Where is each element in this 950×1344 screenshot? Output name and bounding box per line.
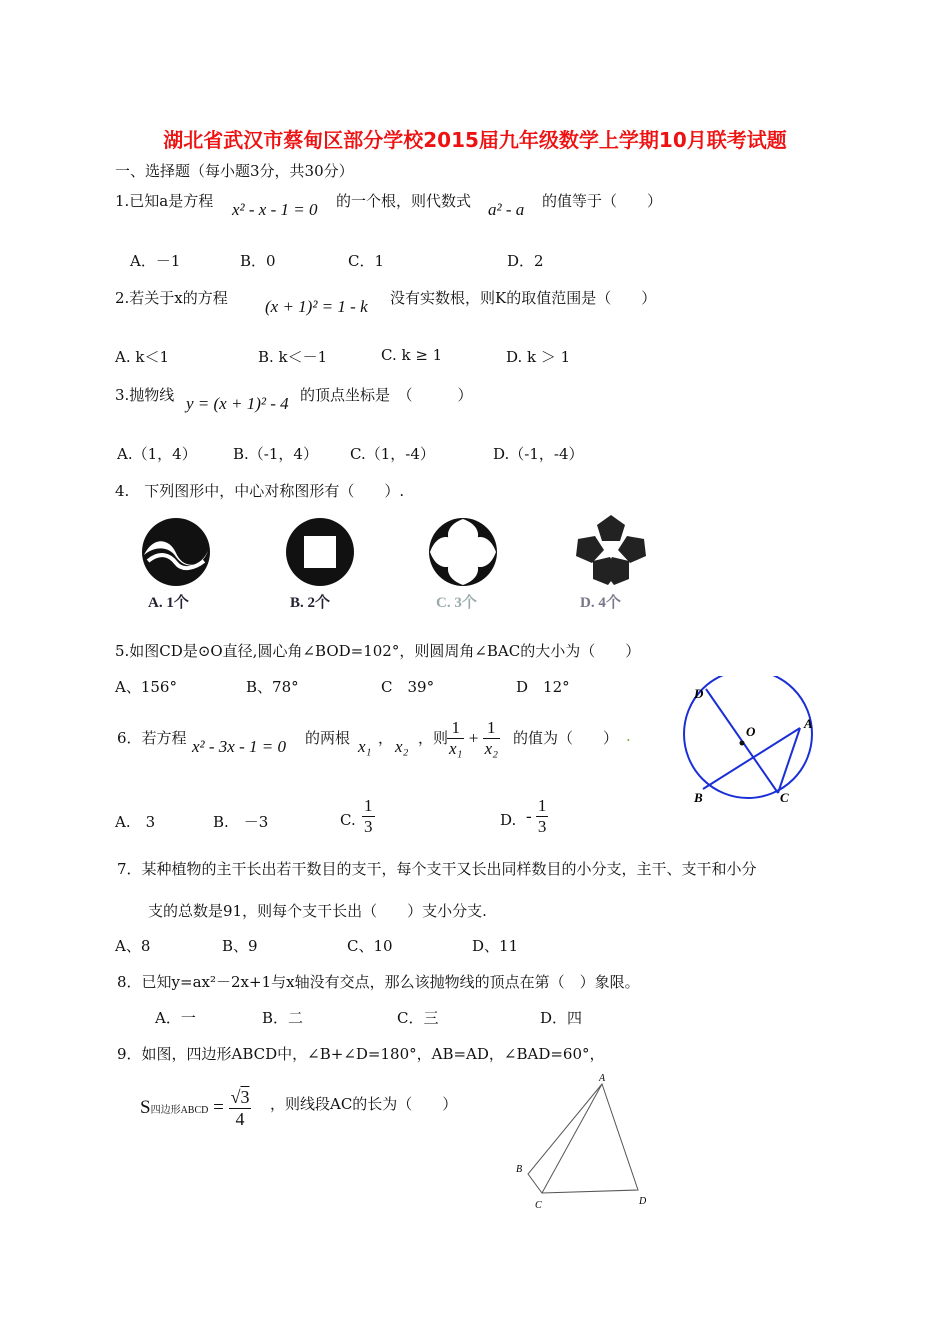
q9-stem-b: ，则线段AC的长为（ ） [270,1095,458,1113]
q4-label-b: B. 2个 [290,595,331,611]
q6-option-c-fraction [362,796,375,837]
q6-stem-c: ，则 [418,729,449,747]
q3-option-d: D.（-1，-4） [493,445,584,463]
q6-sum-expression: $\frac{1}{\text{x₁}}$ + $\frac{1}{\text{x₂}}$ [449,718,499,758]
q4-figures [130,505,690,615]
q5-option-b: B、78° [246,678,299,696]
q1-stem-c: 的值等于（ ） [542,192,663,210]
q7-option-b: B、9 [222,937,258,955]
q1-stem-a: 1.已知a是方程 [115,192,214,210]
q4-label-d: D. 4个 [580,595,621,611]
q8-option-b: B．二 [262,1009,304,1027]
figure-c-petals-icon [429,518,497,586]
q1-stem-b: 的一个根，则代数式 [336,192,472,210]
q2-option-c: C. k ≥ 1 [381,346,443,364]
q6-option-d-fraction [526,796,548,837]
q9-point-c: C [535,1200,542,1211]
q6-d-minus: - [526,806,532,826]
q4-stem: 4. 下列图形中，中心对称图形有（ ）. [115,482,405,500]
q3-stem-a: 3.抛物线 [115,386,175,404]
q8-option-a: A．一 [155,1009,196,1027]
q1-option-b: B．0 [240,252,276,270]
q6-d-num: 1 [537,796,547,815]
q6-frac2-den: x₂ [484,739,499,758]
q6-equation: x² - 3x - 1 = 0 [192,737,286,756]
q3-option-b: B.（-1，4） [233,445,318,463]
q5-point-d: D [694,686,704,701]
q6-c-num: 1 [364,796,373,815]
q2-stem-b: 没有实数根，则K的取值范围是（ ） [390,289,657,307]
q2-option-a: A. k＜1 [115,348,170,366]
q8-option-d: D．四 [540,1009,583,1027]
q2-option-b: B. k＜－1 [258,348,328,366]
q6-frac1-den: x₁ [449,739,463,758]
q5-point-c: C [780,790,789,805]
q5-stem: 5.如图CD是⊙O直径,圆心角∠BOD=102°，则圆周角∠BAC的大小为（ ） [115,642,641,660]
q2-stem-a: 2.若关于x的方程 [115,289,228,307]
q5-circle-diagram [680,676,830,816]
q1-expression: a² - a [488,200,525,219]
q9-point-d: D [639,1196,647,1207]
q3-stem-b: 的顶点坐标是 （ ） [300,386,473,404]
q7-option-d: D、11 [472,937,519,955]
q9-quadrilateral-diagram [505,1070,665,1215]
q2-equation: (x + 1)² = 1 - k [265,297,368,316]
q5-point-a: A [804,716,813,731]
q5-point-o: O [746,724,756,739]
q9-point-b: B [516,1164,523,1175]
q6-root-x2: x₂ [395,737,409,756]
q8-option-c: C．三 [397,1009,439,1027]
q1-equation: x² - x - 1 = 0 [232,200,318,219]
q7-line1: 7．某种植物的主干长出若干数目的支干，每个支干又长出同样数目的小分支，主干、支干和小分 [117,860,757,878]
q6-frac2-num: 1 [483,718,500,739]
q1-option-d: D．2 [507,252,544,270]
figure-d-pentagons-icon [576,515,646,585]
q9-sub: 四边形ABCD [150,1104,209,1116]
q6-option-a: A. 3 [115,813,156,831]
q9-num: √3 [230,1087,250,1107]
q6-root-x1: x₁ [358,737,372,756]
q6-d-den: 3 [537,817,547,836]
q1-option-a: A．－1 [130,252,181,270]
q5-option-d: D 12° [516,678,570,696]
q6-option-b: B. －3 [213,813,269,831]
q6-comma: ， [378,729,394,747]
q6-option-c: C. [340,811,356,829]
q2-option-d: D. k ＞ 1 [506,348,571,366]
q9-s: S [140,1096,151,1118]
q3-equation: y = (x + 1)² - 4 [186,394,289,413]
section-heading: 一、选择题（每小题3分，共30分） [115,162,354,180]
q3-option-a: A.（1，4） [117,445,197,463]
stray-dot: . [626,727,631,745]
q5-option-c: C 39° [381,678,435,696]
q9-sqrt3: 3 [240,1087,250,1107]
figure-b-coin-icon [286,518,354,586]
q6-option-d: D. [500,811,517,829]
q5-point-b: B [694,790,703,805]
q9-den: 4 [235,1109,245,1129]
q7-option-c: C、10 [347,937,393,955]
q6-frac1-num: 1 [447,718,464,739]
q9-point-a: A [599,1073,606,1084]
figure-a-yinyang-icon [142,518,210,586]
page-title: 湖北省武汉市蔡甸区部分学校2015届九年级数学上学期10月联考试题 [163,128,787,152]
q9-area-formula [140,1087,251,1130]
q6-c-den: 3 [364,817,373,836]
q5-option-a: A、156° [115,678,177,696]
q7-line2: 支的总数是91，则每个支干长出（ ）支小分支. [148,902,487,920]
q6-stem-a: 6．若方程 [117,729,187,747]
q9-stem: 9．如图，四边形ABCD中，∠B+∠D=180°，AB=AD，∠BAD=60°， [117,1045,605,1063]
q7-option-a: A、8 [115,937,151,955]
q4-label-a: A. 1个 [148,595,189,611]
q1-option-c: C．1 [348,252,385,270]
q6-stem-b: 的两根 [305,729,351,747]
q6-stem-d: 的值为（ ） [513,729,619,747]
q8-stem: 8．已知y=ax²－2x+1与x轴没有交点，那么该抛物线的顶点在第（ ）象限。 [117,973,640,991]
q9-equals: = [213,1096,224,1118]
q3-option-c: C.（1，-4） [350,445,435,463]
q4-label-c: C. 3个 [436,595,477,611]
